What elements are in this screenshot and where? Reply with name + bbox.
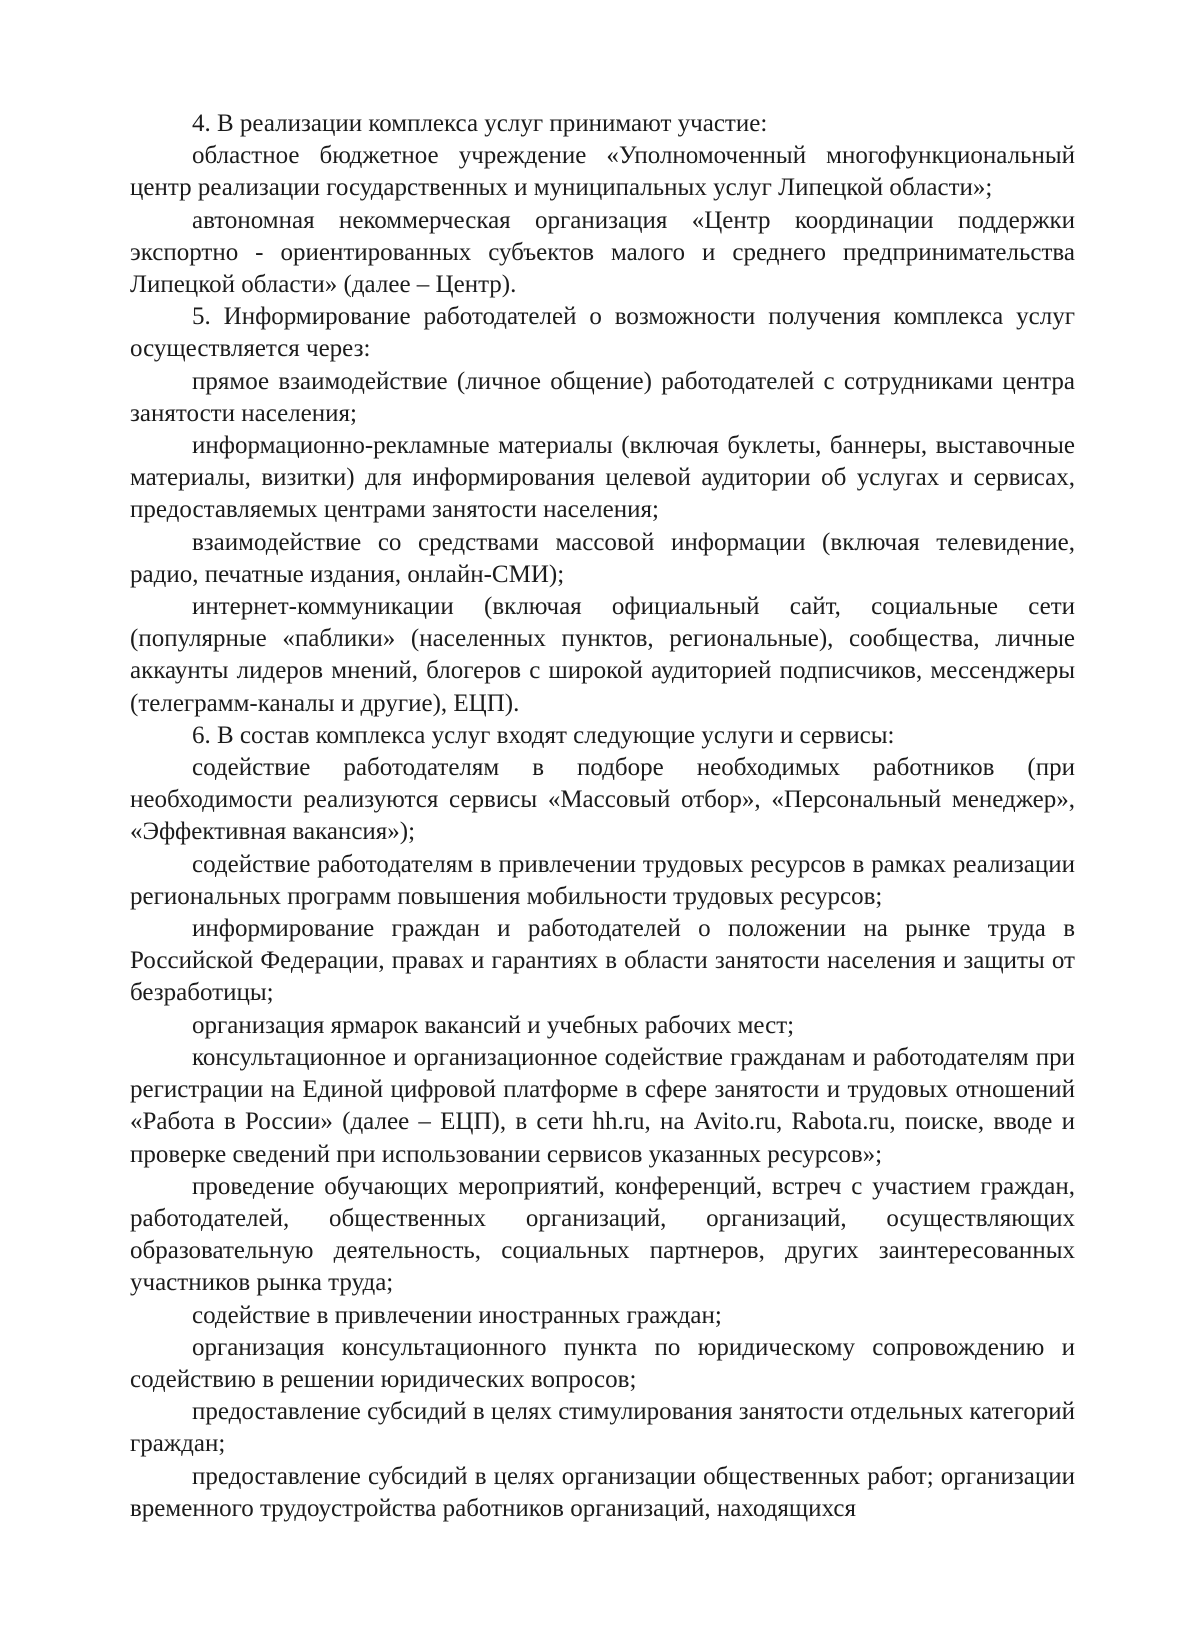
paragraph-direct-interaction: прямое взаимодействие (личное общение) работодателей с сотрудниками центра занятости населения; — [130, 367, 1075, 427]
paragraph-mass-media: взаимодействие со средствами массовой информации (включая телевидение, радио, печатные издания, онлайн-СМИ); — [130, 528, 1075, 588]
paragraph-public-works-subsidies: предоставление субсидий в целях организации общественных работ; организации временного трудоустройства работников организаций, находящихся — [130, 1462, 1075, 1522]
paragraph-labor-market-info: информирование граждан и работодателей о положении на рынке труда в Российской Федерации, правах и гарантиях в области занятости населения и защиты от безработицы; — [130, 915, 1075, 1007]
paragraph-legal-consulting: организация консультационного пункта по юридическому сопровождению и содействию в решении юридических вопросов; — [130, 1333, 1075, 1393]
paragraph-export-center: автономная некоммерческая организация «Центр координации поддержки экспортно - ориентированных субъектов малого и среднего предпринимательства Липецкой области» (далее – Центр). — [130, 206, 1075, 299]
paragraph-worker-selection: содействие работодателям в подборе необходимых работников (при необходимости реализуются сервисы «Массовый отбор», «Персональный менеджер», «Эффективная вакансия»); — [130, 754, 1075, 846]
document-page — [130, 108, 1075, 1525]
paragraph-item-6-intro: 6. В состав комплекса услуг входят следующие услуги и сервисы: — [192, 721, 895, 749]
paragraph-advertising-materials: информационно-рекламные материалы (включая буклеты, баннеры, выставочные материалы, визитки) для информирования целевой аудитории об услугах и сервисах, предоставляемых центрами занятости населения; — [130, 432, 1075, 524]
paragraph-employment-subsidies: предоставление субсидий в целях стимулирования занятости отдельных категорий граждан; — [130, 1398, 1075, 1458]
paragraph-mfc: областное бюджетное учреждение «Уполномоченный многофункциональный центр реализации государственных и муниципальных услуг Липецкой области»; — [130, 142, 1075, 202]
paragraph-labor-mobility: содействие работодателям в привлечении трудовых ресурсов в рамках реализации региональных программ повышения мобильности трудовых ресурсов; — [130, 850, 1075, 910]
paragraph-job-fairs: организация ярмарок вакансий и учебных рабочих мест; — [192, 1011, 795, 1039]
paragraph-platform-registration: консультационное и организационное содействие гражданам и работодателям при регистрации на Единой цифровой платформе в сфере занятости и трудовых отношений «Работа в России» (далее – ЕЦП), в сети hh.ru, на Avito.ru, Rabota.ru, поиске, вводе и проверке сведений при использовании сервисов указанных ресурсов»; — [130, 1043, 1075, 1168]
paragraph-item-5-intro: 5. Информирование работодателей о возможности получения комплекса услуг осуществляется через: — [130, 303, 1075, 363]
paragraph-internet-communications: интернет-коммуникации (включая официальный сайт, социальные сети (популярные «паблики» (населенных пунктов, региональные), сообщества, личные аккаунты лидеров мнений, блогеров с широкой аудиторией подписчиков, мессенджеры (телеграмм-каналы и другие), ЕЦП). — [130, 593, 1075, 717]
paragraph-foreign-citizens: содействие в привлечении иностранных граждан; — [192, 1301, 722, 1329]
paragraph-training-events: проведение обучающих мероприятий, конференций, встреч с участием граждан, работодателей, общественных организаций, организаций, осуществляющих образовательную деятельность, социальных партнеров, других заинтересованных участников рынка труда; — [130, 1172, 1075, 1297]
paragraph-item-4-intro: 4. В реализации комплекса услуг принимают участие: — [192, 110, 768, 137]
